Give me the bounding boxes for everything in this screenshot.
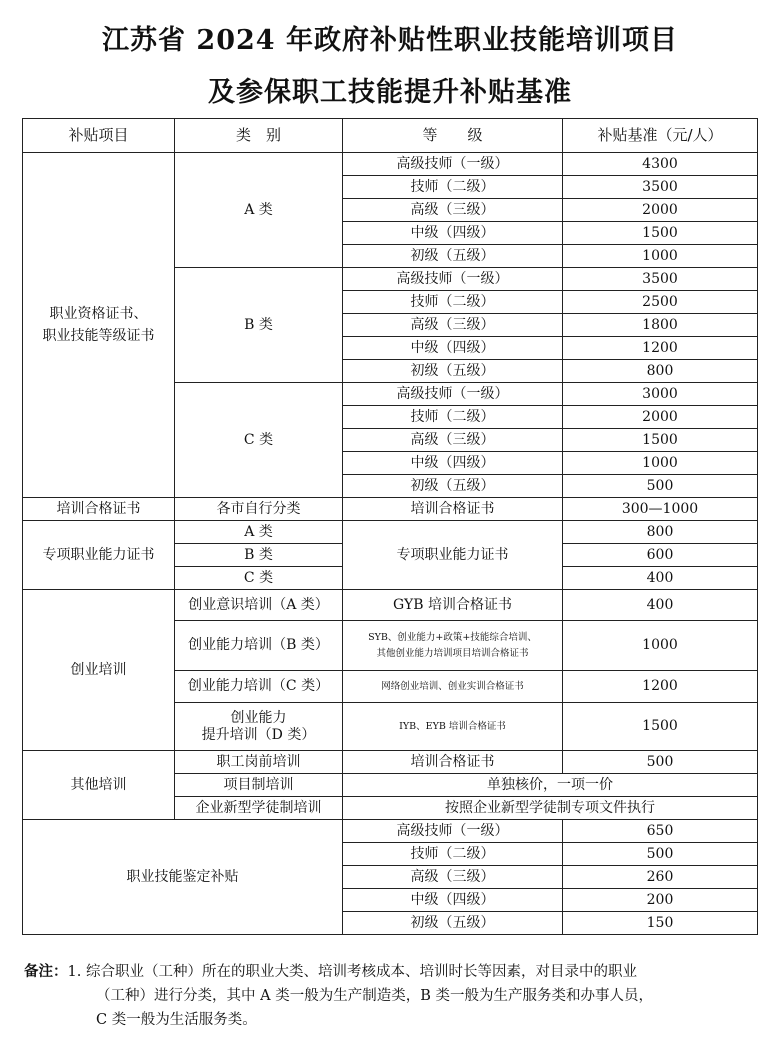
level-cell: 初级（五级） (343, 912, 563, 935)
amount-cell: 1200 (563, 671, 758, 703)
merged-cell: 按照企业新型学徒制专项文件执行 (343, 797, 758, 820)
table-row (23, 820, 758, 843)
note-line2: （工种）进行分类，其中 A 类一般为生产制造类，B 类一般为生产服务类和办事人员， (96, 988, 653, 1004)
category-cell: 创业能力培训（C 类） (175, 671, 343, 703)
level-cell: 初级（五级） (343, 245, 563, 268)
amount-cell: 150 (563, 912, 758, 935)
level-cell: 专项职业能力证书 (343, 521, 563, 590)
level-cell: 高级（三级） (343, 314, 563, 337)
level-cell: 高级（三级） (343, 866, 563, 889)
note-line3: C 类一般为生活服务类。 (96, 1012, 257, 1028)
startup-project: 创业培训 (23, 590, 175, 751)
amount-cell: 1000 (563, 452, 758, 475)
header-project: 补贴项目 (23, 119, 175, 153)
amount-cell: 1000 (563, 245, 758, 268)
page-title-line1: 江苏省 2024 年政府补贴性职业技能培训项目 (102, 25, 678, 56)
level-line2: 其他创业能力培训项目培训合格证书 (376, 647, 529, 659)
level-cell: 网络创业培训、创业实训合格证书 (343, 671, 563, 703)
level-cell: 技师（二级） (343, 291, 563, 314)
level-cell: 技师（二级） (343, 406, 563, 429)
other-project: 其他培训 (23, 751, 175, 820)
level-cell: 中级（四级） (343, 337, 563, 360)
amount-cell: 2000 (563, 199, 758, 222)
category-cell: B 类 (175, 268, 343, 383)
amount-cell: 1800 (563, 314, 758, 337)
category-line2: 提升培训（D 类） (201, 726, 316, 743)
level-cell: 技师（二级） (343, 843, 563, 866)
amount-cell: 2000 (563, 406, 758, 429)
special-project: 专项职业能力证书 (23, 521, 175, 590)
amount-cell: 3500 (563, 176, 758, 199)
amount-cell: 500 (563, 843, 758, 866)
level-line1: SYB、创业能力+政策+技能综合培训、 (368, 632, 537, 644)
amount-cell: 1200 (563, 337, 758, 360)
amount-cell: 300—1000 (563, 498, 758, 521)
level-cell: 技师（二级） (343, 176, 563, 199)
table-row (23, 590, 758, 621)
category-cell: 创业能力培训（B 类） (175, 621, 343, 671)
category-cell: A 类 (175, 521, 343, 544)
header-amount: 补贴基准（元/人） (563, 119, 758, 153)
amount-cell: 260 (563, 866, 758, 889)
amount-cell: 500 (563, 751, 758, 774)
amount-cell: 1500 (563, 222, 758, 245)
table-row (23, 498, 758, 521)
level-cell: 中级（四级） (343, 889, 563, 912)
header-level: 等 级 (343, 119, 563, 153)
amount-cell: 800 (563, 521, 758, 544)
category-cell: 各市自行分类 (175, 498, 343, 521)
page-title-line2: 及参保职工技能提升补贴基准 (208, 77, 572, 108)
level-cell (343, 621, 563, 671)
level-cell: GYB 培训合格证书 (343, 590, 563, 621)
level-cell: 初级（五级） (343, 360, 563, 383)
header-category: 类 别 (175, 119, 343, 153)
amount-cell: 3500 (563, 268, 758, 291)
amount-cell: 650 (563, 820, 758, 843)
category-cell: B 类 (175, 544, 343, 567)
table-row (23, 153, 758, 176)
note-line1: 1. 综合职业（工种）所在的职业大类、培训考核成本、培训时长等因素，对目录中的职业 (67, 964, 637, 980)
level-cell: 高级技师（一级） (343, 268, 563, 291)
amount-cell: 500 (563, 475, 758, 498)
amount-cell: 4300 (563, 153, 758, 176)
cert-project-cell (23, 153, 175, 498)
amount-cell: 1500 (563, 703, 758, 751)
category-line1: 创业能力 (230, 710, 287, 727)
level-cell: 高级技师（一级） (343, 153, 563, 176)
level-cell: 培训合格证书 (343, 751, 563, 774)
level-cell: 高级技师（一级） (343, 383, 563, 406)
amount-cell: 3000 (563, 383, 758, 406)
category-cell: 创业意识培训（A 类） (175, 590, 343, 621)
subsidy-table (22, 118, 758, 935)
cert-project-line2: 职业技能等级证书 (42, 328, 155, 344)
level-cell: 初级（五级） (343, 475, 563, 498)
category-cell: A 类 (175, 153, 343, 268)
level-cell: 高级（三级） (343, 199, 563, 222)
category-cell: C 类 (175, 383, 343, 498)
level-cell: IYB、EYB 培训合格证书 (343, 703, 563, 751)
cert-project-line1: 职业资格证书、 (49, 305, 148, 322)
level-cell: 高级技师（一级） (343, 820, 563, 843)
level-cell: 中级（四级） (343, 452, 563, 475)
amount-cell: 1500 (563, 429, 758, 452)
amount-cell: 200 (563, 889, 758, 912)
table-row (23, 521, 758, 544)
amount-cell: 600 (563, 544, 758, 567)
note-label: 备注： (24, 964, 68, 980)
amount-cell: 1000 (563, 621, 758, 671)
amount-cell: 400 (563, 590, 758, 621)
level-cell: 培训合格证书 (343, 498, 563, 521)
table-row (23, 751, 758, 774)
category-cell: C 类 (175, 567, 343, 590)
amount-cell: 800 (563, 360, 758, 383)
appraisal-project: 职业技能鉴定补贴 (23, 820, 343, 935)
category-cell (175, 703, 343, 751)
amount-cell: 2500 (563, 291, 758, 314)
training-cert-project: 培训合格证书 (23, 498, 175, 521)
footnote (24, 960, 764, 1032)
merged-cell: 单独核价，一项一价 (343, 774, 758, 797)
level-cell: 中级（四级） (343, 222, 563, 245)
category-cell: 职工岗前培训 (175, 751, 343, 774)
category-cell: 企业新型学徒制培训 (175, 797, 343, 820)
level-cell: 高级（三级） (343, 429, 563, 452)
amount-cell: 400 (563, 567, 758, 590)
category-cell: 项目制培训 (175, 774, 343, 797)
